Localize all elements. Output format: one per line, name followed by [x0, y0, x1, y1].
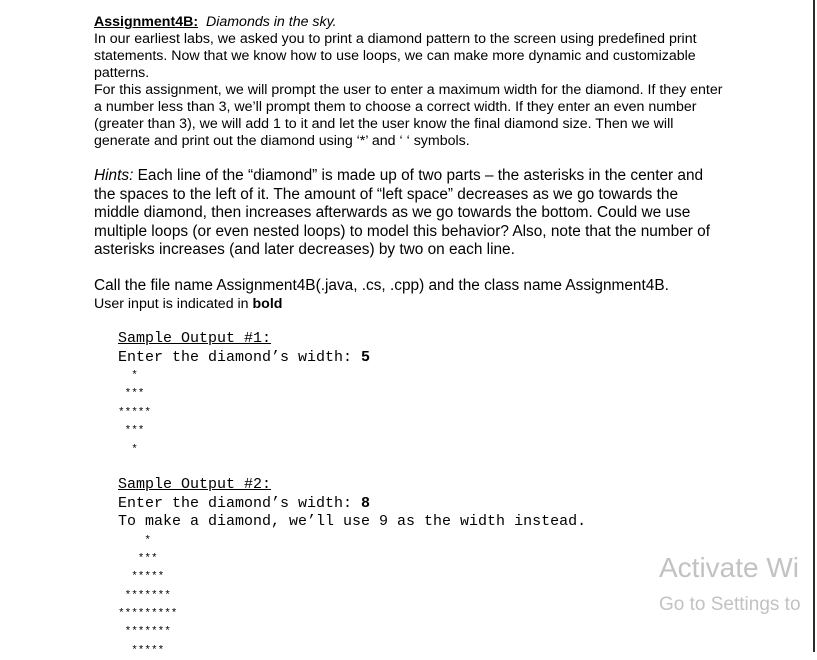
sample-1-input: 5 [361, 349, 370, 366]
sample-output-2 [118, 476, 586, 660]
diamond-row: * [118, 532, 586, 550]
diamond-row: ******* [118, 587, 586, 605]
diamond-row: * [118, 367, 370, 385]
diamond-row: ********* [118, 605, 586, 623]
sample-2-heading: Sample Output #2: [118, 476, 586, 495]
window-edge [813, 0, 815, 652]
sample-1-heading: Sample Output #1: [118, 330, 370, 349]
assignment-header [94, 14, 724, 31]
assignment-document [94, 14, 724, 313]
assignment-title: Assignment4B: [94, 14, 198, 30]
go-to-settings-watermark: Go to Settings to [659, 594, 801, 616]
file-name-instruction: Call the file name Assignment4B(.java, .cs, .cpp) and the class name Assignment4B. [94, 277, 724, 296]
diamond-row: *** [118, 550, 586, 568]
diamond-row: ***** [118, 642, 586, 660]
details-paragraph: For this assignment, we will prompt the user to enter a maximum width for the diamond. If they enter a number less than 3, we’ll prompt them to choose a correct width. If they enter an even number (greater than 3), we will add 1 to it and let the user know the final diamond size. Then we will generate and print out the diamond using ‘*’ and ‘ ‘ symbols. [94, 82, 724, 150]
diamond-row: *** [118, 422, 370, 440]
sample-2-prompt: Enter the diamond’s width: [118, 495, 361, 512]
user-input-note [94, 296, 724, 313]
sample-2-diamond [118, 532, 586, 660]
sample-1-prompt-line [118, 349, 370, 368]
user-input-note-bold: bold [253, 296, 283, 312]
assignment-subtitle: Diamonds in the sky. [206, 14, 337, 30]
sample-2-prompt-line [118, 495, 586, 514]
sample-1-prompt: Enter the diamond’s width: [118, 349, 361, 366]
hints-text: Each line of the “diamond” is made up of two parts – the asterisks in the center and the spaces to the left of it. The amount of “left space” decreases as we go towards the middle diamond, then increases afterwards as we go towards the bottom. Could we use multiple loops (or even nested loops) to model this behavior? Also, note that the number of asterisks increases (and later decreases) by two on each line. [94, 167, 710, 258]
sample-2-input: 8 [361, 495, 370, 512]
sample-1-diamond [118, 367, 370, 459]
diamond-row: * [118, 441, 370, 459]
sample-output-1 [118, 330, 370, 459]
user-input-note-text: User input is indicated in [94, 296, 253, 312]
hints-label: Hints: [94, 167, 133, 184]
diamond-row: ***** [118, 404, 370, 422]
sample-2-message: To make a diamond, we’ll use 9 as the width instead. [118, 513, 586, 532]
diamond-row: ******* [118, 623, 586, 641]
activate-windows-watermark: Activate Wi [659, 552, 799, 584]
intro-paragraph: In our earliest labs, we asked you to print a diamond pattern to the screen using predefined print statements. Now that we know how to use loops, we can make more dynamic and customizable patterns. [94, 31, 724, 82]
hints-paragraph [94, 167, 724, 260]
diamond-row: *** [118, 385, 370, 403]
diamond-row: ***** [118, 568, 586, 586]
